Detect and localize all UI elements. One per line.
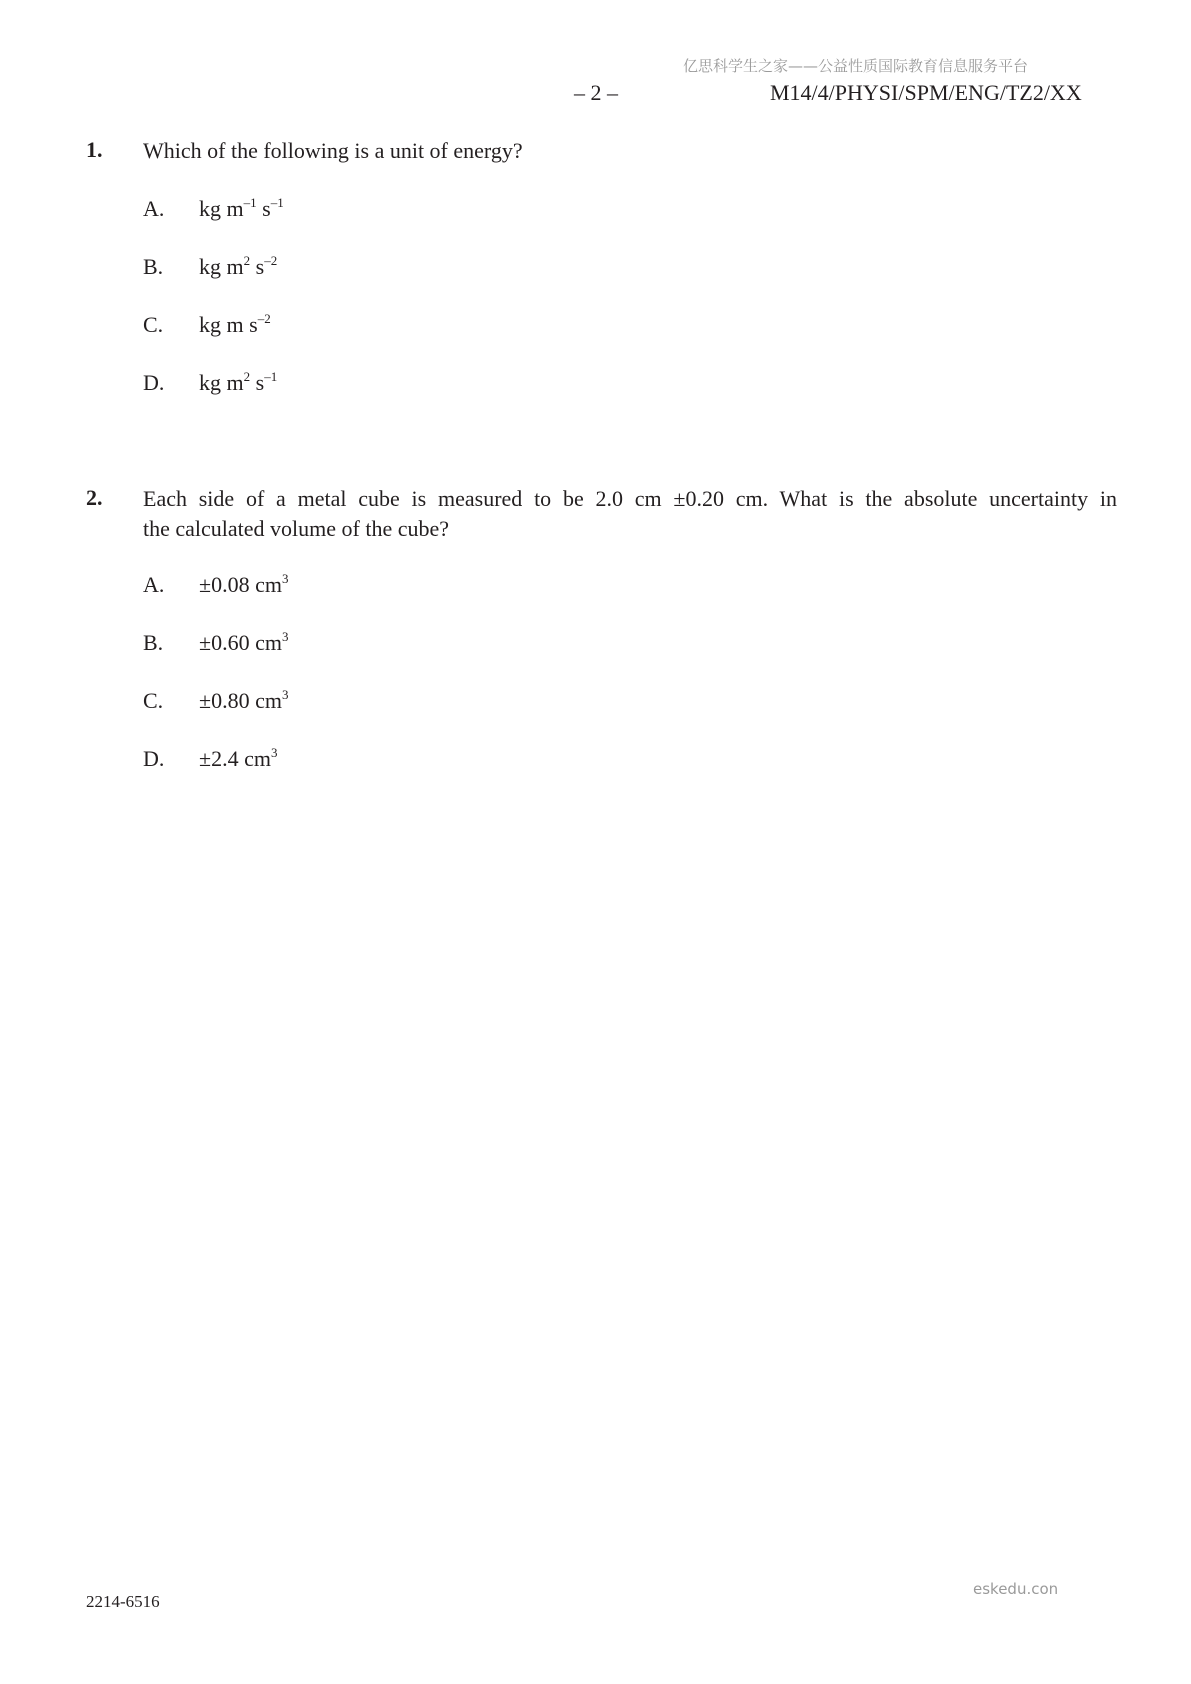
option-letter: C. <box>143 312 164 337</box>
option-letter: B. <box>143 630 164 655</box>
option-value: ±0.60 $cm^3$ <box>199 629 289 655</box>
option-value: kg $m^{-1}$ $s^{-1}$ <box>199 195 284 221</box>
option-value: ±2.4 $cm^3$ <box>199 745 278 771</box>
option-letter: C. <box>143 688 164 713</box>
question-number: 2. <box>86 485 103 510</box>
option-value: ±0.80 $cm^3$ <box>199 687 289 713</box>
option-letter: D. <box>143 746 165 771</box>
option-letter: D. <box>143 370 165 395</box>
question-text: Which of the following is a unit of energy? <box>143 138 523 163</box>
watermark-top: 亿思科学生之家——公益性质国际教育信息服务平台 <box>683 57 1029 75</box>
question-number: 1. <box>86 137 103 162</box>
option-value: ±0.08 $cm^3$ <box>199 571 289 597</box>
watermark-bottom: eskedu.con <box>973 1580 1059 1598</box>
option-letter: A. <box>143 196 165 221</box>
page-number: – 2 – <box>574 80 618 105</box>
question-text-line-1: Each side of a metal cube is measured to be 2.0 cm ±0.20 cm. What is the absolute uncertainty in <box>143 486 1117 511</box>
footer-code: 2214-6516 <box>86 1592 160 1611</box>
option-value: kg $m^2$ $s^{-2}$ <box>199 253 278 279</box>
paper-code: M14/4/PHYSI/SPM/ENG/TZ2/XX <box>770 80 1082 105</box>
option-value: kg $m^2$ $s^{-1}$ <box>199 369 278 395</box>
option-letter: A. <box>143 572 165 597</box>
option-value: kg m $s^{-2}$ <box>199 311 271 337</box>
option-letter: B. <box>143 254 164 279</box>
question-text-line-2: the calculated volume of the cube? <box>143 516 450 541</box>
